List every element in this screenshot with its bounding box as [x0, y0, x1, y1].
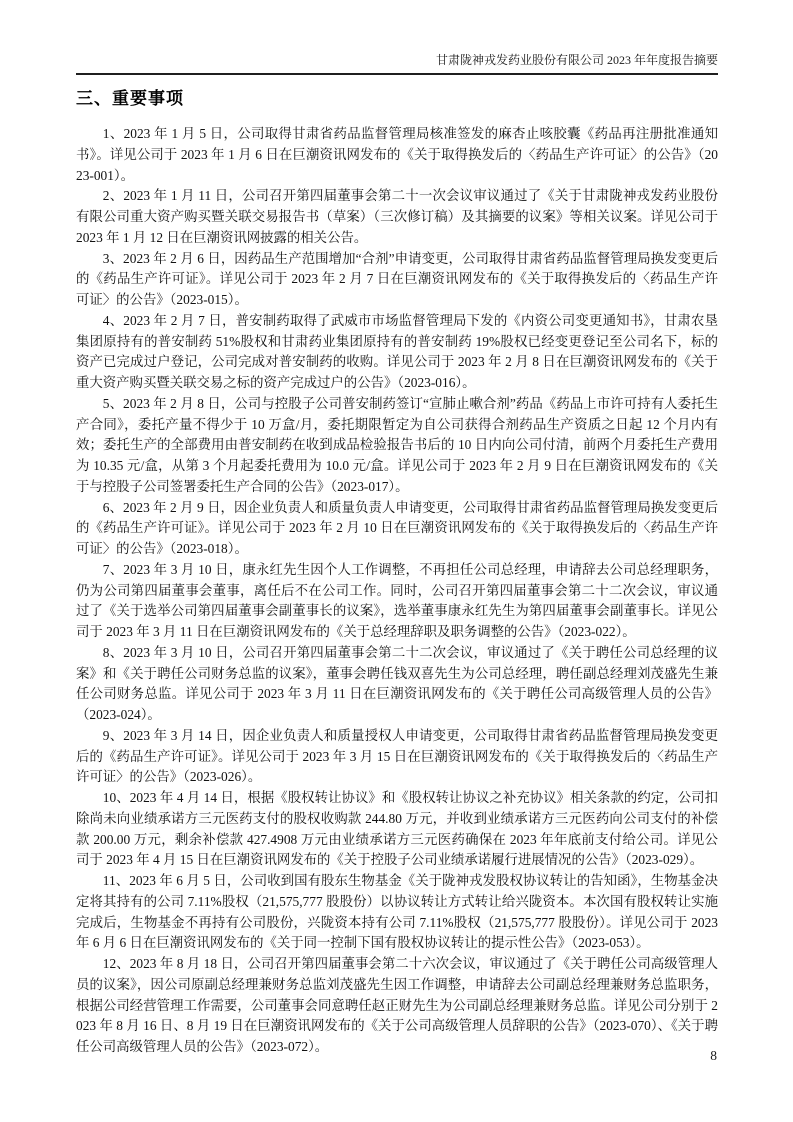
section-content — [76, 124, 718, 1058]
paragraph-item-2: 2、2023 年 1 月 11 日，公司召开第四届董事会第二十一次会议审议通过了《关于甘肃陇神戎发药业股份有限公司重大资产购买暨关联交易报告书（草案）（三次修订稿）及其摘要的议案》等相关议案。详见公司于 2023 年 1 月 12 日在巨潮资讯网披露的相关公告。 — [76, 188, 718, 245]
paragraph-item-8: 8、2023 年 3 月 10 日，公司召开第四届董事会第二十二次会议，审议通过了《关于聘任公司总经理的议案》和《关于聘任公司财务总监的议案》，董事会聘任钱双喜先生为公司总经理，聘任副总经理刘茂盛先生兼任公司财务总监。详见公司于 2023 年 3 月 11 日在巨潮资讯网发布的《关于聘任公司高级管理人员的公告》（2023-024）。 — [76, 644, 718, 722]
paragraph-item-7: 7、2023 年 3 月 10 日，康永红先生因个人工作调整，不再担任公司总经理，申请辞去公司总经理职务，仍为公司第四届董事会董事，离任后不在公司工作。同时，公司召开第四届董事会第二十二次会议，审议通过了《关于选举公司第四届董事会副董事长的议案》，选举董事康永红先生为第四届董事会副董事长。详见公司于 2023 年 3 月 11 日在巨潮资讯网发布的《关于总经理辞职及职务调整的公告》（2023-022）。 — [76, 561, 718, 639]
paragraph-item-1: 1、2023 年 1 月 5 日，公司取得甘肃省药品监督管理局核准签发的麻杏止咳胶囊《药品再注册批准通知书》。详见公司于 2023 年 1 月 6 日在巨潮资讯网发布的《关于取得换发后的〈药品生产许可证〉的公告》（2023-001）。 — [76, 126, 718, 183]
section-heading: 三、重要事项 — [76, 89, 184, 108]
paragraph-item-4: 4、2023 年 2 月 7 日，普安制药取得了武威市市场监督管理局下发的《内资公司变更通知书》，甘肃农垦集团原持有的普安制药 51%股权和甘肃药业集团原持有的普安制药 19%股权已经变更登记至公司名下，标的资产已完成过户登记，公司完成对普安制药的收购。详见公司于 2023 年 2 月 8 日在巨潮资讯网发布的《关于重大资产购买暨关联交易之标的资产完成过户的公告》（2023-016）。 — [76, 312, 718, 390]
paragraph-item-5: 5、2023 年 2 月 8 日，公司与控股子公司普安制药签订“宣肺止嗽合剂”药品《药品上市许可持有人委托生产合同》，委托产量不得少于 10 万盒/月，委托期限暂定为自公司获得合剂药品生产资质之日起 12 个月内有效；委托生产的全部费用由普安制药在收到成品检验报告书后的 10 日内向公司付清，前两个月委托生产费用为 10.35 元/盒，从第 3 个月起委托费用为 10.0 元/盒。详见公司于 2023 年 2 月 9 日在巨潮资讯网发布的《关于与控股子公司签署委托生产合同的公告》（2023-017）。 — [76, 395, 718, 494]
page-number: 8 — [710, 1048, 717, 1063]
paragraph-item-12: 12、2023 年 8 月 18 日，公司召开第四届董事会第二十六次会议，审议通过了《关于聘任公司高级管理人员的议案》，因公司原副总经理兼财务总监刘茂盛先生因工作调整，申请辞去公司副总经理兼财务总监职务，根据公司经营管理工作需要，公司董事会同意聘任赵正财先生为公司副总经理兼财务总监。详见公司分别于 2023 年 8 月 16 日、8 月 19 日在巨潮资讯网发布的《关于公司高级管理人员辞职的公告》（2023-070）、《关于聘任公司高级管理人员的公告》（2023-072）。 — [76, 956, 718, 1054]
paragraph-item-11: 11、2023 年 6 月 5 日，公司收到国有股东生物基金《关于陇神戎发股权协议转让的告知函》，生物基金决定将其持有的公司 7.11%股权（21,575,777 股股份）以协议转让方式转让给兴陇资本。本次国有股权转让实施完成后，生物基金不再持有公司股份，兴陇资本持有公司 7.11%股权（21,575,777 股股份）。详见公司于 2023 年 6 月 6 日在巨潮资讯网发布的《关于同一控制下国有股权协议转让的提示性公告》（2023-053）。 — [76, 873, 718, 951]
document-body — [76, 52, 718, 1058]
page-header-title: 甘肃陇神戎发药业股份有限公司 2023 年年度报告摘要 — [76, 52, 718, 75]
paragraph-item-3: 3、2023 年 2 月 6 日，因药品生产范围增加“合剂”申请变更，公司取得甘肃省药品监督管理局换发变更后的《药品生产许可证》。详见公司于 2023 年 2 月 7 日在巨潮资讯网发布的《关于取得换发后的〈药品生产许可证〉的公告》（2023-015）。 — [76, 250, 718, 307]
paragraph-item-6: 6、2023 年 2 月 9 日，因企业负责人和质量负责人申请变更，公司取得甘肃省药品监督管理局换发变更后的《药品生产许可证》。详见公司于 2023 年 2 月 10 日在巨潮资讯网发布的《关于取得换发后的〈药品生产许可证〉的公告》（2023-018）。 — [76, 499, 718, 556]
paragraph-item-10: 10、2023 年 4 月 14 日，根据《股权转让协议》和《股权转让协议之补充协议》相关条款的约定，公司扣除尚未向业绩承诺方三元医药支付的股权收购款 244.80 万元，并收到业绩承诺方三元医药向公司支付的补偿款 200.00 万元，剩余补偿款 427.4908 万元由业绩承诺方三元医药确保在 2023 年年底前支付给公司。详见公司于 2023 年 4 月 15 日在巨潮资讯网发布的《关于控股子公司业绩承诺履行进展情况的公告》（2023-029）。 — [76, 790, 718, 868]
paragraph-item-9: 9、2023 年 3 月 14 日，因企业负责人和质量授权人申请变更，公司取得甘肃省药品监督管理局换发变更后的《药品生产许可证》。详见公司于 2023 年 3 月 15 日在巨潮资讯网发布的《关于取得换发后的〈药品生产许可证〉的公告》（2023-026）。 — [76, 727, 718, 785]
